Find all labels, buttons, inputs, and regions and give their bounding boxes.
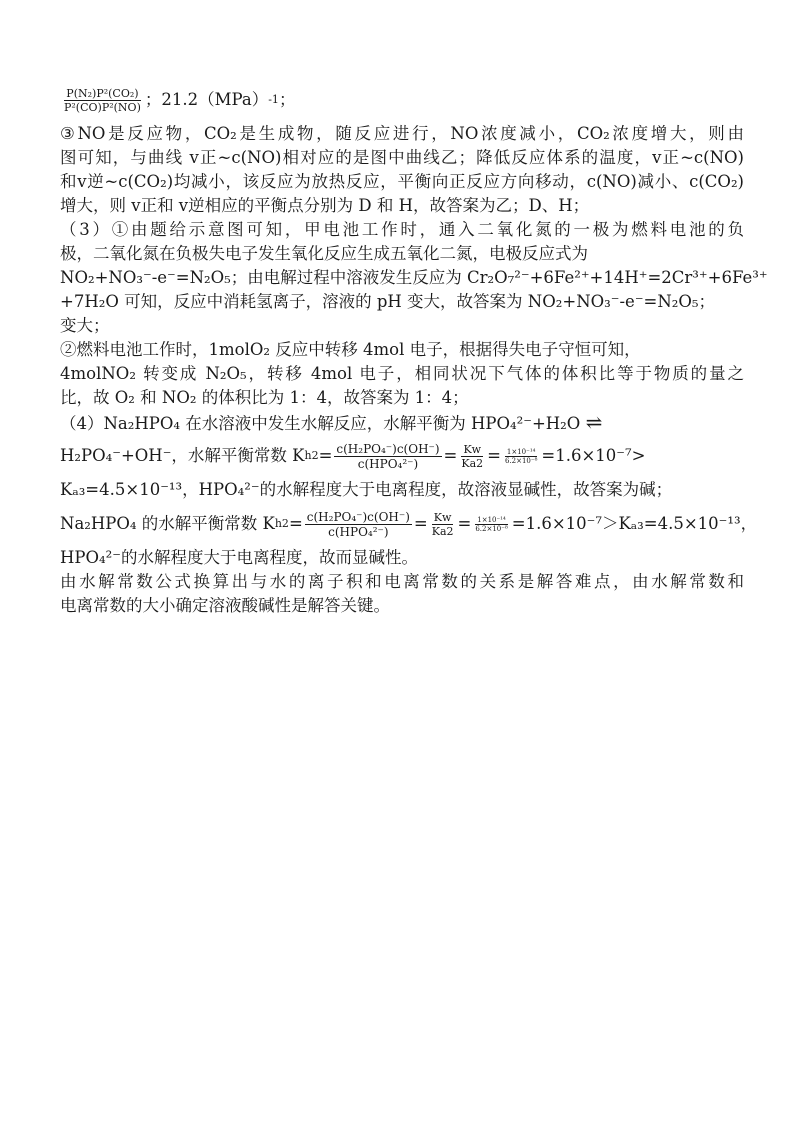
line-16: Kₐ₃=4.5×10⁻¹³，HPO₄²⁻的水解程度大于电离程度，故溶液显碱性，故答案为碱； bbox=[60, 480, 673, 499]
line-17: Na₂HPO₄ 的水解平衡常数 K h2 = $\frac{\text{c(H₂PO₄⁻)c(OH⁻)}}{\text{c(HPO₄²⁻)}}$ = $\frac{Kw}{Ka2}$ = $\frac{\text{1×10⁻¹⁴}}{\text{6.2×10⁻⁸}}$ =1.6×10⁻⁷＞Kₐ₃=4.5×10⁻¹³， bbox=[60, 509, 758, 539]
kp-denominator: P²(CO)P²(NO) bbox=[64, 100, 141, 114]
line-3: 图可知，与曲线 v正~c(NO)相对应的是图中曲线乙；降低反应体系的温度，v正~c(NO) bbox=[60, 148, 744, 167]
ka2-denominator-2: Ka2 bbox=[431, 524, 454, 538]
kh2-numerator-2: c(H₂PO₄⁻)c(OH⁻) bbox=[306, 509, 410, 524]
ka2-denominator: Ka2 bbox=[461, 456, 484, 470]
line-12: 4molNO₂ 转变成 N₂O₅，转移 4mol 电子，相同状况下气体的体积比等于物质的量之 bbox=[60, 364, 744, 383]
kh2-numerator: c(H₂PO₄⁻)c(OH⁻) bbox=[336, 441, 440, 456]
hydrolysis-equation-left: （4）Na₂HPO₄ 在水溶液中发生水解反应，水解平衡为 HPO₄²⁻+H₂O bbox=[60, 414, 581, 433]
line-10: 变大； bbox=[60, 316, 110, 335]
line-9: +7H₂O 可知，反应中消耗氢离子，溶液的 pH 变大，故答案为 NO₂+NO₃⁻-e⁻=N₂O₅； bbox=[60, 292, 716, 311]
kp-end: ； bbox=[278, 90, 296, 109]
line-14 bbox=[60, 410, 744, 434]
kw-ka2-fraction-2 bbox=[430, 511, 456, 538]
kh2-equals: = bbox=[318, 446, 333, 465]
line-11: ②燃料电池工作时，1molO₂ 反应中转移 4mol 电子，根据得失电子守恒可知， bbox=[60, 340, 641, 359]
kp-numerator: P(N₂)P²(CO₂) bbox=[66, 86, 139, 100]
kh2-equals-2: = bbox=[288, 514, 303, 533]
kh2-result-2: =1.6×10⁻⁷＞Kₐ₃=4.5×10⁻¹³， bbox=[511, 514, 758, 533]
line-1: $\frac{\text{P(N₂)P²(CO₂)}}{\text{P²(CO)P²(NO)}}$ ；21.2（MPa） -1 ； bbox=[64, 86, 296, 114]
line-8: NO₂+NO₃⁻-e⁻=N₂O₅；由电解过程中溶液发生反应为 Cr₂O₇²⁻+6Fe²⁺+14H⁺=2Cr³⁺+6Fe³⁺ bbox=[60, 268, 768, 287]
line-18: HPO₄²⁻的水解程度大于电离程度，故而显碱性。 bbox=[60, 548, 418, 567]
kw-numerator-2: Kw bbox=[433, 510, 452, 524]
kh2-denominator-2: c(HPO₄²⁻) bbox=[328, 524, 389, 539]
line-4: 和v逆~c(CO₂)均减小，该反应为放热反应，平衡向正反应方向移动，c(NO)减小、c(CO₂) bbox=[60, 172, 744, 191]
kp-value: ；21.2（MPa） bbox=[144, 90, 269, 109]
equilibrium-arrow-icon: ⇌ bbox=[585, 410, 601, 434]
line-19: 由水解常数公式换算出与水的离子积和电离常数的关系是解答难点，由水解常数和 bbox=[60, 572, 744, 591]
line-13: 比，故 O₂ 和 NO₂ 的体积比为 1：4，故答案为 1：4； bbox=[60, 388, 469, 407]
kw-ka2-fraction bbox=[459, 443, 485, 470]
value-denominator: 6.2×10⁻⁸ bbox=[504, 456, 538, 465]
kh2-concentration-fraction bbox=[334, 442, 441, 471]
line-2: ③NO是反应物，CO₂是生成物，随反应进行，NO浓度减小，CO₂浓度增大，则由 bbox=[60, 124, 744, 143]
value-fraction bbox=[503, 448, 539, 465]
line-15: H₂PO₄⁻+OH⁻，水解平衡常数 K h2 = $\frac{\text{c(H₂PO₄⁻)c(OH⁻)}}{\text{c(HPO₄²⁻)}}$ = $\frac{Kw}{Ka2}$ = $\frac{\text{1×10⁻¹⁴}}{\text{6.2×10⁻⁸}}$ =1.6×10⁻⁷> bbox=[60, 441, 646, 471]
kh2-concentration-fraction-2 bbox=[305, 510, 412, 539]
line-7: 极，二氧化氮在负极失电子发生氧化反应生成五氧化二氮，电极反应式为 bbox=[60, 244, 588, 263]
value-fraction-2 bbox=[473, 516, 509, 533]
kh2-intro: H₂PO₄⁻+OH⁻，水解平衡常数 K bbox=[60, 446, 305, 465]
kh2-intro-2: Na₂HPO₄ 的水解平衡常数 K bbox=[60, 514, 275, 533]
kh2-denominator: c(HPO₄²⁻) bbox=[357, 456, 419, 471]
line-6: （3）①由题给示意图可知，甲电池工作时，通入二氧化氮的一极为燃料电池的负 bbox=[60, 220, 744, 239]
line-20: 电离常数的大小确定溶液酸碱性是解答关键。 bbox=[60, 596, 390, 615]
kp-fraction bbox=[62, 87, 143, 114]
kh2-result: =1.6×10⁻⁷> bbox=[541, 446, 646, 465]
kw-numerator: Kw bbox=[463, 442, 482, 456]
value-denominator-2: 6.2×10⁻⁸ bbox=[475, 524, 508, 533]
value-numerator: 1×10⁻¹⁴ bbox=[506, 447, 536, 456]
line-5: 增大，则 v正和 v逆相应的平衡点分别为 D 和 H，故答案为乙；D、H； bbox=[60, 196, 590, 215]
value-numerator-2: 1×10⁻¹⁴ bbox=[477, 515, 506, 524]
